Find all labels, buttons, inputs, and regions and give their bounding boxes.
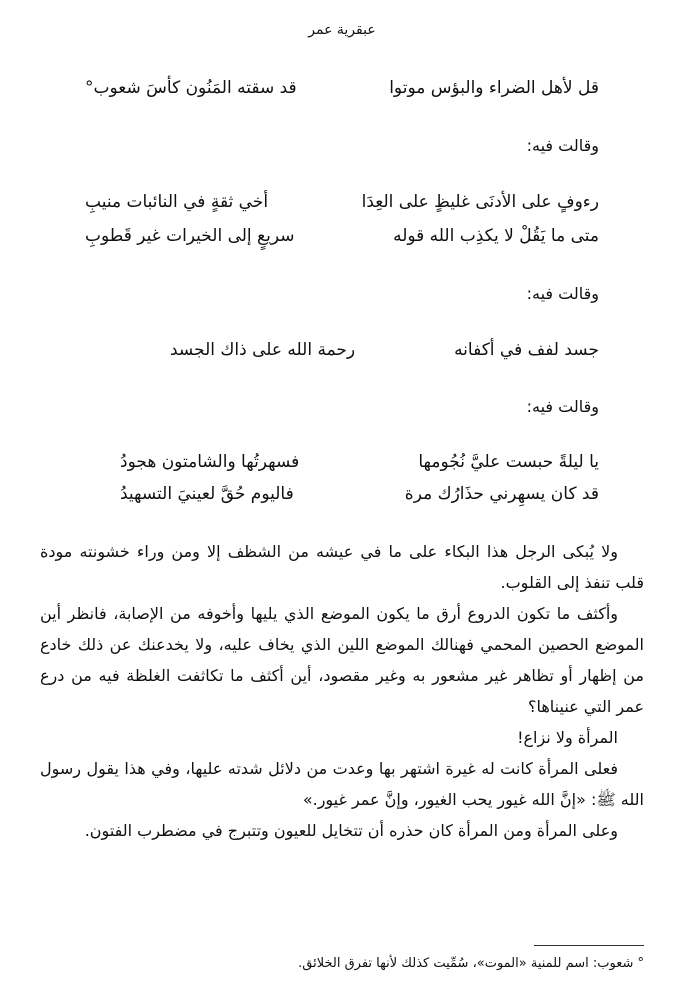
verse-first-hemistich: متى ما يَقُلْ لا يكذِب الله قوله: [393, 226, 599, 246]
prose-paragraph: المرأة ولا نزاع!: [517, 728, 618, 747]
verse-line: [120, 484, 599, 504]
verse-line: [85, 192, 599, 212]
verse-line: [170, 340, 599, 360]
verse-intro: وقالت فيه:: [526, 397, 599, 416]
prose-paragraph: ولا يُبكى الرجل هذا البكاء على ما في عيشه من الشظف إلا ومن وراء خشونته مودة قلب تنفذ إلى القلوب.: [40, 542, 644, 592]
footnote: ° شعوب: اسم للمنية «الموت»، سُمِّيت كذلك لأنها تفرق الخلائق.: [298, 956, 644, 971]
prose-paragraph: وعلى المرأة ومن المرأة كان حذره أن تتخايل للعيون وتتبرج في مضطرب الفتون.: [84, 821, 618, 840]
verse-intro: وقالت فيه:: [526, 136, 599, 155]
prose-body: [40, 536, 644, 846]
verse-first-hemistich: جسد لفف في أكفانه: [454, 340, 599, 360]
verse-first-hemistich: يا ليلةً حبست عليَّ نُجُومها: [418, 452, 599, 472]
verse-second-hemistich: قد سقته المَنُون كأسَ شعوب°: [85, 78, 297, 98]
verse-second-hemistich: رحمة الله على ذاك الجسد: [170, 340, 356, 360]
verse-first-hemistich: قد كان يسهِرني حذَارُك مرة: [404, 484, 599, 504]
verse-intro: وقالت فيه:: [526, 284, 599, 303]
prose-paragraph: وأكثف ما تكون الدروع أرق ما يكون الموضع الذي يليها وأخوفه من الإصابة، فانظر أين الموضع الحصين المحمي فهنالك الموضع اللين الذي يخاف عليه، ولا يخدعنك عن ذلك خادع من إظهار أو تظاهر غير مشعور به وغير مقصود، أين أكثف ما تكاثفت الغلظة فيه من درع عمر التي عنيناها؟: [40, 604, 644, 716]
footnote-divider: [534, 945, 644, 946]
prose-paragraph: فعلى المرأة كانت له غيرة اشتهر بها وعدت من دلائل شدته عليها، وفي هذا يقول رسول الله ﷺ: «إنَّ الله غيور يحب الغيور، وإنَّ عمر غيور.»: [40, 759, 644, 809]
running-title: عبقرية عمر: [308, 22, 376, 38]
verse-second-hemistich: سريعٍ إلى الخيرات غير قَطوبِ: [85, 226, 295, 246]
verse-second-hemistich: أخي ثقةٍ في النائبات منيبِ: [85, 192, 269, 212]
verse-first-hemistich: رءوفٍ على الأدنَى غليظٍ على العِدَا: [361, 192, 599, 212]
verse-line: [85, 78, 599, 98]
verse-line: [85, 226, 599, 246]
verse-second-hemistich: فسهرتُها والشامتون هجودُ: [120, 452, 300, 472]
verse-line: [120, 452, 599, 472]
verse-first-hemistich: قل لأهل الضراء والبؤس موتوا: [389, 78, 599, 98]
verse-second-hemistich: فاليوم حُقَّ لعينيَ التسهيدُ: [120, 484, 294, 504]
